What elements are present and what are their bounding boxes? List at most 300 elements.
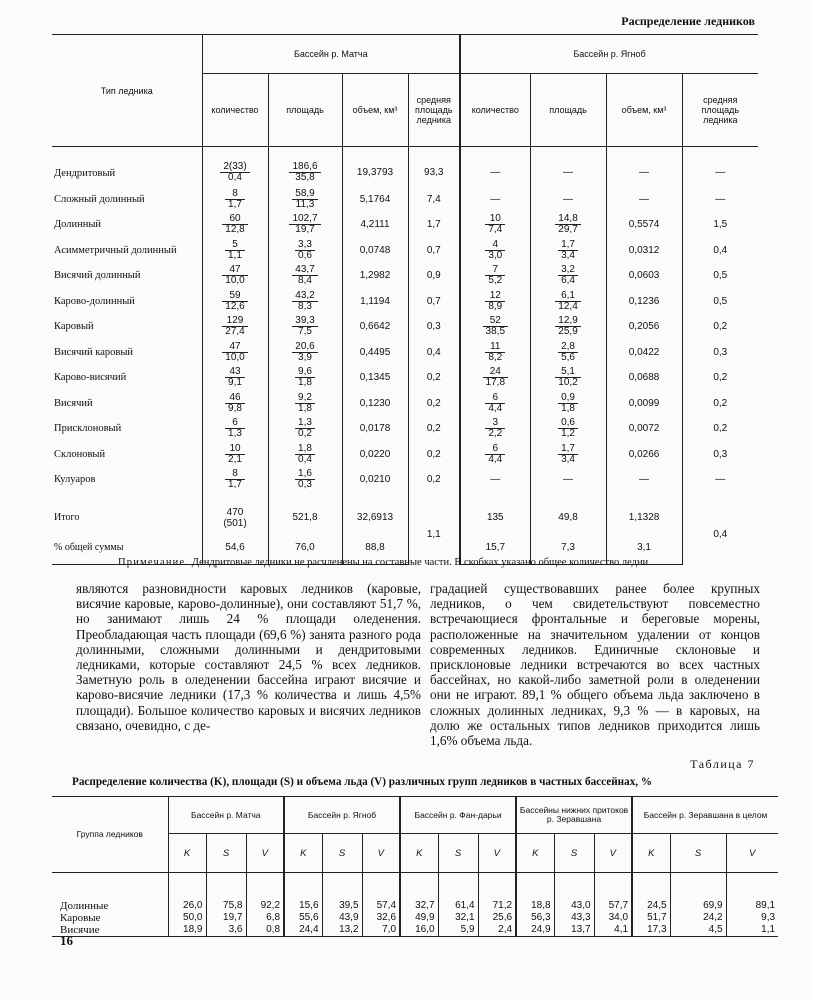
glacier-distribution-table [52, 34, 758, 565]
table7-body [52, 873, 778, 937]
numerator: 1,8 [295, 444, 315, 455]
count-yagnob-cell [460, 238, 530, 264]
table-row [52, 365, 758, 391]
glacier-type-name: Каровый [54, 321, 94, 333]
avg-area-matcha-cell: 0,2 [408, 442, 460, 468]
numerator: 1,6 [295, 469, 315, 480]
avg-area-matcha-cell: 0,9 [408, 263, 460, 289]
total-count-matcha: 470 (501) [202, 505, 268, 531]
fraction [225, 393, 245, 414]
avg-area-matcha-cell: 1,7 [408, 212, 460, 238]
denominator: 5,2 [488, 275, 503, 287]
denominator: 4,4 [488, 453, 503, 465]
volume-yagnob-cell: 0,0422 [606, 340, 682, 366]
volume-matcha-cell: 1,2982 [342, 263, 408, 289]
area-matcha-cell [268, 314, 342, 340]
value-cell: 49,9 [400, 912, 438, 924]
volume-yagnob-cell: — [606, 159, 682, 187]
avg-area-matcha-cell: 0,2 [408, 416, 460, 442]
value-cell: 57,7 [594, 873, 632, 913]
numerator: 1,7 [558, 444, 578, 455]
pct-volume-matcha: 88,8 [342, 531, 408, 565]
value-cell: 24,5 [632, 873, 670, 913]
count-yagnob-cell [460, 340, 530, 366]
numerator: 47 [222, 342, 247, 353]
numerator: 12 [485, 291, 505, 302]
count-matcha-cell [202, 187, 268, 213]
value-cell: 26,0 [168, 873, 206, 913]
value-cell: 1,1 [726, 924, 778, 937]
area-matcha-cell [268, 365, 342, 391]
count-matcha-cell [202, 289, 268, 315]
numerator: 58,9 [292, 189, 317, 200]
value-cell: 57,4 [362, 873, 400, 913]
value-cell: 32,6 [362, 912, 400, 924]
value-cell: 43,0 [554, 873, 594, 913]
count-matcha-cell [202, 212, 268, 238]
table-row [52, 238, 758, 264]
running-head: Распределение ледников [621, 14, 755, 28]
fraction [555, 367, 580, 388]
denominator: 10,0 [225, 351, 245, 363]
denominator: 25,9 [558, 326, 578, 338]
area-yagnob-cell: — [530, 467, 606, 493]
avg-area-yagnob-cell: 0,3 [682, 442, 758, 468]
numerator: 102,7 [289, 214, 320, 225]
total-count-yagnob: 135 [460, 505, 530, 531]
count-yagnob-cell: — [460, 159, 530, 187]
glacier-type-name: Долинный [54, 219, 102, 231]
t7-basin-header: Бассейн р. Ягноб [284, 797, 400, 834]
area-yagnob-cell: — [530, 159, 606, 187]
numerator: 3 [485, 418, 505, 429]
numerator: 60 [222, 214, 247, 225]
count-yagnob-cell [460, 314, 530, 340]
fraction [485, 418, 505, 439]
volume-matcha-cell: 5,1764 [342, 187, 408, 213]
volume-matcha-cell: 0,0220 [342, 442, 408, 468]
total-avg-yagnob: 0,4 [682, 505, 758, 565]
pct-count-matcha: 54,6 [202, 531, 268, 565]
fraction [225, 444, 245, 465]
fraction [292, 342, 317, 363]
table-row [52, 924, 778, 937]
fraction [558, 444, 578, 465]
denominator: 8,2 [488, 351, 503, 363]
ksv-header: K [516, 834, 554, 873]
ksv-header: S [322, 834, 362, 873]
fraction [220, 162, 249, 183]
volume-matcha-cell: 0,0178 [342, 416, 408, 442]
area-matcha-cell [268, 442, 342, 468]
ksv-header: S [438, 834, 478, 873]
area-yagnob-cell [530, 263, 606, 289]
fraction [292, 189, 317, 210]
glacier-type-name: Висячий каровый [54, 346, 133, 358]
avg-area-yagnob-cell: — [682, 467, 758, 493]
numerator: 8 [225, 189, 245, 200]
denominator: 6,4 [561, 275, 575, 287]
fraction [485, 214, 505, 235]
fraction [558, 393, 578, 414]
denominator: 3,0 [488, 249, 503, 261]
fraction [225, 189, 245, 210]
glacier-type-name: Карово-висячий [54, 372, 127, 384]
ksv-header: K [284, 834, 322, 873]
numerator: 39,3 [292, 316, 317, 327]
value-cell: 4,5 [670, 924, 726, 937]
glacier-type-name: Склоновый [54, 448, 106, 460]
t7-basin-header: Бассейн р. Зеравшана в целом [632, 797, 778, 834]
glacier-type-name: Присклоновый [54, 423, 122, 435]
ksv-header: V [726, 834, 778, 873]
fraction [295, 444, 315, 465]
value-cell: 43,3 [554, 912, 594, 924]
table-row [52, 212, 758, 238]
denominator: 1,3 [228, 428, 242, 440]
glacier-type-name: Висячий [54, 397, 93, 409]
avg-area-yagnob-cell: 0,5 [682, 263, 758, 289]
fraction [558, 265, 578, 286]
volume-yagnob-cell: 0,0072 [606, 416, 682, 442]
value-cell: 43,9 [322, 912, 362, 924]
avg-area-yagnob-cell: 0,3 [682, 340, 758, 366]
numerator: 10 [485, 214, 505, 225]
numerator: 47 [222, 265, 247, 276]
glacier-type-name: Асимметричный долинный [54, 244, 177, 256]
value-cell: 39,5 [322, 873, 362, 913]
basin-matcha-header: Бассейн р. Матча [202, 35, 460, 74]
denominator: 11,3 [295, 198, 315, 210]
numerator: 6 [225, 418, 245, 429]
table-row [52, 187, 758, 213]
numerator: 52 [483, 316, 508, 327]
volume-yagnob-cell: 0,0603 [606, 263, 682, 289]
ksv-header: K [168, 834, 206, 873]
glacier-type-name: Сложный долинный [54, 193, 145, 205]
numerator: 7 [485, 265, 505, 276]
value-cell: 24,4 [284, 924, 322, 937]
count-yagnob-cell [460, 212, 530, 238]
denominator: 3,4 [561, 249, 575, 261]
numerator: 2(33) [220, 162, 249, 173]
value-cell: 24,2 [670, 912, 726, 924]
value-cell: 25,6 [478, 912, 516, 924]
group-name: Висячие [52, 924, 168, 937]
value-cell: 56,3 [516, 912, 554, 924]
fraction [558, 240, 578, 261]
avg-area-yagnob-cell: 0,2 [682, 314, 758, 340]
denominator: 1,2 [561, 428, 575, 440]
value-cell: 92,2 [246, 873, 284, 913]
count-header: количество [460, 74, 530, 147]
count-header: количество [202, 74, 268, 147]
value-cell: 69,9 [670, 873, 726, 913]
fraction [292, 265, 317, 286]
numerator: 6 [485, 393, 505, 404]
value-cell: 4,1 [594, 924, 632, 937]
numerator: 6,1 [555, 291, 580, 302]
value-cell: 19,7 [206, 912, 246, 924]
avg-area-matcha-cell: 93,3 [408, 159, 460, 187]
numerator: 0,9 [558, 393, 578, 404]
t7-basin-header: Бассейн р. Матча [168, 797, 284, 834]
value-cell: 18,9 [168, 924, 206, 937]
value-cell: 55,6 [284, 912, 322, 924]
value-cell: 6,8 [246, 912, 284, 924]
table-row [52, 873, 778, 913]
denominator: 5,6 [561, 351, 575, 363]
value-cell: 32,7 [400, 873, 438, 913]
avg-area-yagnob-cell: — [682, 187, 758, 213]
avg-area-yagnob-cell: 0,2 [682, 391, 758, 417]
area-yagnob-cell [530, 314, 606, 340]
value-cell: 2,4 [478, 924, 516, 937]
avg-area-yagnob-cell: 0,2 [682, 416, 758, 442]
value-cell: 17,3 [632, 924, 670, 937]
value-cell: 32,1 [438, 912, 478, 924]
table-row [52, 314, 758, 340]
fraction [292, 291, 317, 312]
ksv-header: K [400, 834, 438, 873]
pct-area-matcha: 76,0 [268, 531, 342, 565]
fraction [222, 291, 247, 312]
numerator: 5 [225, 240, 245, 251]
denominator: 2,1 [228, 453, 242, 465]
denominator: 1,7 [228, 198, 242, 210]
fraction [483, 316, 508, 337]
value-cell: 61,4 [438, 873, 478, 913]
glacier-type-name: Дендритовый [54, 168, 116, 180]
area-yagnob-cell [530, 391, 606, 417]
area-yagnob-cell [530, 442, 606, 468]
area-header: площадь [530, 74, 606, 147]
denominator: 3,9 [298, 351, 312, 363]
fraction [295, 240, 315, 261]
denominator: 10,0 [225, 275, 245, 287]
fraction [295, 469, 315, 490]
avg-area-yagnob-cell: 1,5 [682, 212, 758, 238]
count-matcha-cell [202, 314, 268, 340]
fraction [289, 214, 320, 235]
count-matcha-cell [202, 238, 268, 264]
denominator: 8,9 [488, 300, 503, 312]
area-matcha-cell [268, 289, 342, 315]
denominator: 9,8 [228, 402, 242, 414]
avg-area-matcha-cell: 0,7 [408, 289, 460, 315]
area-matcha-cell [268, 391, 342, 417]
fraction [295, 393, 315, 414]
denominator: 7,4 [488, 224, 503, 236]
denominator: 2,2 [488, 428, 503, 440]
volume-matcha-cell: 0,4495 [342, 340, 408, 366]
table-body [52, 147, 758, 493]
pct-label: % общей суммы [52, 531, 202, 565]
volume-yagnob-cell: 0,1236 [606, 289, 682, 315]
count-yagnob-cell [460, 263, 530, 289]
numerator: 14,8 [555, 214, 580, 225]
numerator: 5,1 [555, 367, 580, 378]
value-cell: 50,0 [168, 912, 206, 924]
ksv-header: S [206, 834, 246, 873]
volume-yagnob-cell: — [606, 467, 682, 493]
count-matcha-cell [202, 365, 268, 391]
numerator: 9,2 [295, 393, 315, 404]
fraction [485, 342, 505, 363]
count-matcha-cell [202, 416, 268, 442]
denominator: 12,4 [558, 300, 578, 312]
numerator: 43 [225, 367, 245, 378]
volume-matcha-cell: 0,1230 [342, 391, 408, 417]
fraction [225, 367, 245, 388]
volume-matcha-cell: 0,0748 [342, 238, 408, 264]
total-area-matcha: 521,8 [268, 505, 342, 531]
avg-area-header: средняя площадь ледника [682, 74, 758, 147]
avg-area-matcha-cell: 7,4 [408, 187, 460, 213]
area-header: площадь [268, 74, 342, 147]
denominator: 0,3 [298, 479, 312, 491]
count-yagnob-cell: — [460, 467, 530, 493]
volume-matcha-cell: 19,3793 [342, 159, 408, 187]
avg-area-matcha-cell: 0,7 [408, 238, 460, 264]
basin-yagnob-header: Бассейн р. Ягноб [460, 35, 758, 74]
group-name: Долинные [60, 900, 109, 912]
numerator: 4 [485, 240, 505, 251]
value-cell: 15,6 [284, 873, 322, 913]
numerator: 1,7 [558, 240, 578, 251]
numerator: 43,2 [292, 291, 317, 302]
count-yagnob-cell [460, 442, 530, 468]
denominator: 19,7 [295, 224, 315, 236]
denominator: 0,4 [298, 453, 312, 465]
numerator: 10 [225, 444, 245, 455]
count-matcha-cell [202, 391, 268, 417]
volume-yagnob-cell: 0,0266 [606, 442, 682, 468]
avg-area-yagnob-cell: 0,2 [682, 365, 758, 391]
glacier-type-name: Карово-долинный [54, 295, 135, 307]
volume-yagnob-cell: 0,0688 [606, 365, 682, 391]
body-text-right: градацией существовавших ранее более крупных ледников, о чем свидетельствуют повсеместно встречающиеся фронтальные и береговые морены, расположенные на значительном удалении от концов современных ледников. Единичные склоновые и присклоновые ледники встречаются во всех частных бассейнах, но какой-либо заметной роли в оледенении они не играют. 89,1 % общего объема льда заключено в сложных долинных ледниках, 9,3 % — в каровых, на долю же остальных типов ледников приходится лишь 1,6% объема льда. [430, 581, 760, 749]
value-cell: 51,7 [632, 912, 670, 924]
avg-area-matcha-cell: 0,4 [408, 340, 460, 366]
fraction [222, 342, 247, 363]
numerator: 11 [485, 342, 505, 353]
volume-yagnob-cell: 0,0312 [606, 238, 682, 264]
numerator: 46 [225, 393, 245, 404]
volume-yagnob-cell: 0,5574 [606, 212, 682, 238]
denominator: 12,8 [225, 224, 245, 236]
denominator: 12,6 [225, 300, 245, 312]
table-row [52, 391, 758, 417]
avg-area-yagnob-cell: 0,5 [682, 289, 758, 315]
volume-header: объем, км³ [606, 74, 682, 147]
volume-header: объем, км³ [342, 74, 408, 147]
numerator: 1,3 [295, 418, 315, 429]
numerator: 24 [483, 367, 508, 378]
fraction [289, 162, 320, 183]
volume-matcha-cell: 4,2111 [342, 212, 408, 238]
denominator: 7,5 [298, 326, 312, 338]
avg-area-yagnob-cell: — [682, 159, 758, 187]
area-yagnob-cell [530, 212, 606, 238]
value-cell: 34,0 [594, 912, 632, 924]
denominator: 29,7 [558, 224, 578, 236]
area-yagnob-cell: — [530, 187, 606, 213]
value-cell: 71,2 [478, 873, 516, 913]
volume-matcha-cell: 1,1194 [342, 289, 408, 315]
numerator: 3,2 [558, 265, 578, 276]
total-avg-matcha: 1,1 [408, 505, 460, 565]
count-yagnob-cell [460, 365, 530, 391]
ksv-header: S [670, 834, 726, 873]
table-row [52, 340, 758, 366]
numerator: 129 [222, 316, 247, 327]
area-yagnob-cell [530, 365, 606, 391]
avg-area-yagnob-cell: 0,4 [682, 238, 758, 264]
denominator: 1,7 [228, 479, 242, 491]
value-cell: 13,2 [322, 924, 362, 937]
volume-matcha-cell: 0,6642 [342, 314, 408, 340]
volume-yagnob-cell: 0,0099 [606, 391, 682, 417]
glacier-type-name: Кулуаров [54, 474, 96, 486]
pct-volume-yagnob: 3,1 [606, 531, 682, 565]
note-prefix: Примечание. [118, 557, 190, 568]
avg-area-matcha-cell: 0,2 [408, 467, 460, 493]
area-yagnob-cell [530, 416, 606, 442]
denominator: 10,2 [558, 377, 578, 389]
numerator: 43,7 [292, 265, 317, 276]
value-cell: 7,0 [362, 924, 400, 937]
t7-basin-header: Бассейн р. Фан-дарьи [400, 797, 516, 834]
area-matcha-cell [268, 187, 342, 213]
value-cell: 16,0 [400, 924, 438, 937]
denominator: 0,4 [228, 172, 242, 184]
total-volume-yagnob: 1,1328 [606, 505, 682, 531]
total-label: Итого [54, 512, 80, 523]
denominator: 0,6 [298, 249, 312, 261]
table-row [52, 442, 758, 468]
fraction [485, 393, 505, 414]
area-matcha-cell [268, 416, 342, 442]
fraction [558, 342, 578, 363]
value-cell: 75,8 [206, 873, 246, 913]
denominator: 1,8 [561, 402, 575, 414]
fraction [225, 418, 245, 439]
table7-label: Таблица 7 [690, 757, 755, 771]
table7 [52, 796, 778, 937]
count-matcha-cell [202, 263, 268, 289]
table7-title: Распределение количества (K), площади (S) и объема льда (V) различных групп ледников в частных бассейнах, % [72, 776, 653, 788]
avg-area-header: средняя площадь ледника [408, 74, 460, 147]
count-matcha-cell [202, 340, 268, 366]
avg-area-matcha-cell: 0,2 [408, 365, 460, 391]
fraction [558, 418, 578, 439]
area-matcha-cell [268, 263, 342, 289]
fraction [295, 367, 315, 388]
fraction [295, 418, 315, 439]
fraction [225, 240, 245, 261]
fraction [225, 469, 245, 490]
value-cell: 3,6 [206, 924, 246, 937]
avg-area-matcha-cell: 0,2 [408, 391, 460, 417]
table-note [118, 557, 768, 568]
table-row [52, 289, 758, 315]
area-matcha-cell [268, 340, 342, 366]
pct-count-yagnob: 15,7 [460, 531, 530, 565]
denominator: 3,4 [561, 453, 575, 465]
t7-basin-header: Бассейны нижних притоков р. Зеравшана [516, 797, 632, 834]
count-yagnob-cell [460, 289, 530, 315]
